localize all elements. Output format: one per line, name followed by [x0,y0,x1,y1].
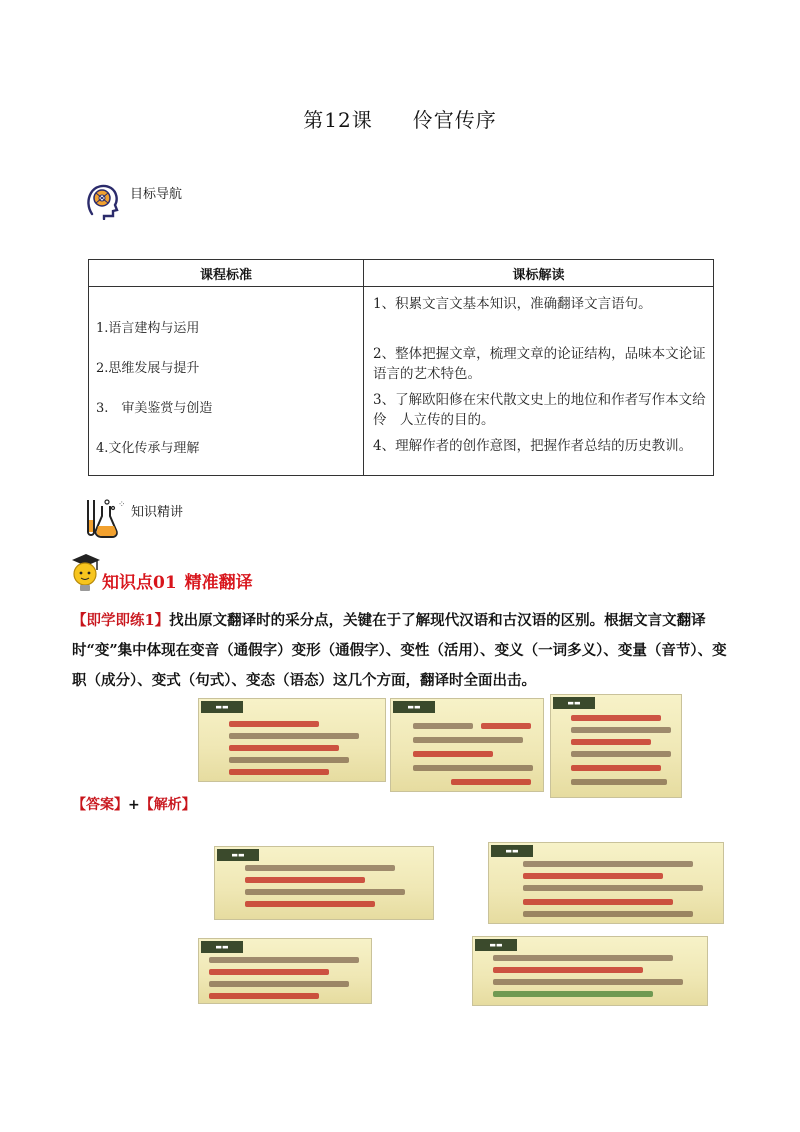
list-item: 1.语言建构与运用 [96,321,200,336]
slide-image [214,846,434,920]
answer-tag: 【答案】 [72,797,128,813]
list-item: 2.思维发展与提升 [96,361,200,376]
slide-header: ▬▬ [201,701,243,713]
standards-cell [89,287,364,476]
nav-label: 目标导航 [130,187,183,202]
list-item: 3. 审美鉴赏与创造 [96,401,213,416]
slide-image [488,842,724,924]
table-header: 课程标准 [89,260,364,287]
page-title [0,104,800,133]
list-item: 3、了解欧阳修在宋代散文史上的地位和作者写作本文给伶 人立传的目的。 [373,392,706,428]
slide-header: ▬▬ [491,845,533,857]
slide-header: ▬▬ [201,941,243,953]
list-item: 1、积累文言文基本知识，准确翻译文言语句。 [373,296,652,312]
slide-image [550,694,682,798]
slide-image [198,698,386,782]
slide-header: ▬▬ [553,697,595,709]
lesson-title: 伶官传序 [412,108,497,132]
list-item: 4、理解作者的创作意图，把握作者总结的历史教训。 [373,438,693,454]
slide-header: ▬▬ [475,939,517,951]
slide-header: ▬▬ [393,701,435,713]
lesson-number: 第12课 [303,108,373,132]
plus-sign: + [128,797,140,813]
list-item: 2、整体把握文章，梳理文章的论证结构，品味本文论证语言的艺术特色。 [373,346,706,382]
analysis-tag: 【解析】 [139,797,196,813]
knowledge-point-title [102,568,253,593]
point-name: 精准翻译 [184,573,253,593]
table-header: 课标解读 [364,260,714,287]
standards-table [88,259,714,476]
slide-header: ▬▬ [217,849,259,861]
sparkle-icon: ⁘ [118,500,126,510]
practice-tag: 【即学即练1】 [72,612,170,629]
brain-head-icon [84,180,122,220]
slide-image [198,938,372,1004]
lab-flask-icon [82,496,118,540]
slide-image [472,936,708,1006]
practice-text: 找出原文翻译时的采分点，关键在于了解现代汉语和古汉语的区别。根据文言文翻译时“变”集中体现在变音（通假字）变形（通假字）、变性（活用）、变义（一词多义）、变量（音节）、变职（成分）、变式（句式）、变态（语态）这几个方面，翻译时全面出击。 [72,612,727,689]
slide-image [390,698,544,792]
point-number: 知识点01 [102,573,177,593]
knowledge-label: 知识精讲 [131,505,184,520]
answer-line [72,794,196,814]
practice-paragraph [72,606,732,696]
graduate-bulb-icon [66,550,104,594]
interpretation-cell [364,287,714,476]
list-item: 4.文化传承与理解 [96,441,200,456]
